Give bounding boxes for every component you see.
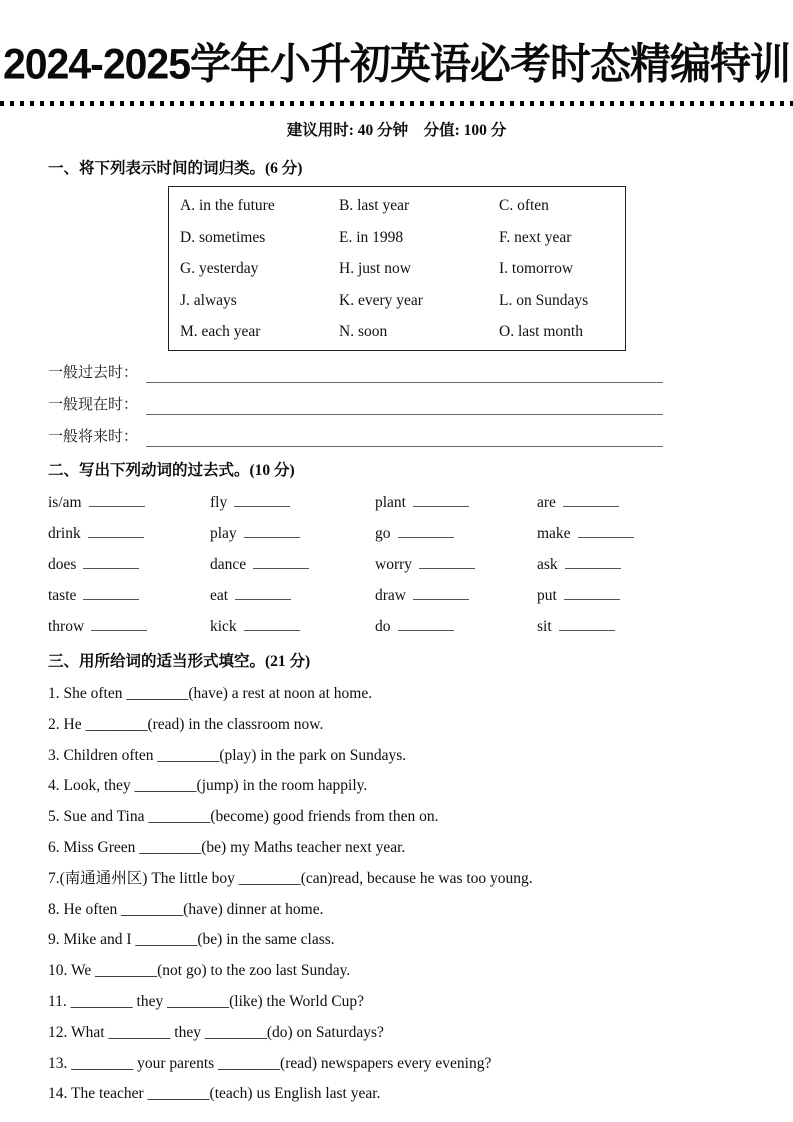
- question-item: 5. Sue and Tina ________(become) good friends from then on.: [48, 808, 439, 826]
- verb-item: [210, 586, 375, 606]
- tense-line-present: [48, 395, 663, 415]
- question-item: 7.(南通通州区) The little boy ________(can)read, because he was too young.: [48, 869, 533, 887]
- verb-blank: [253, 555, 309, 569]
- verb-item: [48, 524, 210, 544]
- verb-label: plant: [375, 494, 406, 511]
- page-title: 2024-2025学年小升初英语必考时态精编特训: [2, 40, 791, 88]
- word-bank-item: L. on Sundays: [499, 291, 589, 309]
- tense-line-past: [48, 363, 663, 383]
- verb-item: [48, 617, 210, 637]
- worksheet-content: [0, 159, 793, 1104]
- verb-label: make: [537, 525, 571, 542]
- verb-item: [210, 555, 375, 575]
- verb-blank: [398, 617, 454, 631]
- section-1-heading: 一、将下列表示时间的词归类。(6 分): [48, 160, 303, 177]
- verb-label: does: [48, 556, 77, 573]
- verb-blank: [83, 586, 139, 600]
- question-item: 10. We ________(not go) to the zoo last Sunday.: [48, 962, 351, 980]
- verb-label: is/am: [48, 494, 82, 511]
- question-item: 4. Look, they ________(jump) in the room happily.: [48, 777, 368, 795]
- verb-label: play: [210, 525, 237, 542]
- question-item: 6. Miss Green ________(be) my Maths teacher next year.: [48, 838, 406, 856]
- verb-item: [375, 617, 537, 637]
- verb-blank: [83, 555, 139, 569]
- word-bank-item: I. tomorrow: [499, 260, 574, 277]
- word-bank-item: E. in 1998: [339, 228, 404, 246]
- verb-label: worry: [375, 556, 413, 573]
- verb-blank: [564, 586, 620, 600]
- verb-blank: [563, 493, 619, 507]
- verb-item: [48, 586, 210, 606]
- verb-blank: [413, 493, 469, 507]
- answer-line: [146, 397, 663, 415]
- verb-blank: [419, 555, 475, 569]
- verb-item: [375, 493, 537, 513]
- verb-label: drink: [48, 525, 81, 542]
- verb-blank: [578, 524, 634, 538]
- verb-item: [210, 617, 375, 637]
- word-bank-item: F. next year: [499, 228, 572, 246]
- tense-label: 一般将来时：: [48, 429, 139, 445]
- verb-item: [537, 586, 758, 606]
- word-bank-item: G. yesterday: [180, 260, 259, 277]
- question-item: 11. ________ they ________(like) the World Cup?: [48, 992, 365, 1010]
- question-item: 2. He ________(read) in the classroom now.: [48, 715, 324, 733]
- word-bank-item: J. always: [180, 291, 237, 309]
- tense-label: 一般现在时：: [48, 397, 139, 413]
- question-item: 13. ________ your parents ________(read) newspapers every evening?: [48, 1054, 492, 1072]
- word-bank-item: A. in the future: [180, 197, 275, 214]
- word-bank-item: N. soon: [339, 323, 388, 340]
- verb-label: kick: [210, 618, 237, 635]
- verb-item: [537, 524, 758, 544]
- question-item: 3. Children often ________(play) in the park on Sundays.: [48, 746, 407, 764]
- question-item: 8. He often ________(have) dinner at home.: [48, 900, 324, 918]
- answer-line: [146, 365, 663, 383]
- word-bank-item: O. last month: [499, 323, 583, 340]
- verb-item: [537, 617, 758, 637]
- exam-meta: 建议用时: 40 分钟 分值: 100 分: [286, 122, 507, 139]
- verb-blank: [88, 524, 144, 538]
- word-bank-item: M. each year: [180, 323, 261, 340]
- question-item: 12. What ________ they ________(do) on Saturdays?: [48, 1023, 384, 1041]
- answer-line: [146, 429, 663, 447]
- verb-label: do: [375, 618, 391, 635]
- verb-label: fly: [210, 494, 228, 511]
- verb-item: [375, 586, 537, 606]
- verb-item: [375, 555, 537, 575]
- verb-grid: [48, 493, 758, 637]
- verb-item: [48, 493, 210, 513]
- verb-blank: [244, 617, 300, 631]
- word-bank-item: B. last year: [339, 197, 410, 214]
- verb-label: throw: [48, 618, 85, 635]
- question-item: 9. Mike and I ________(be) in the same class.: [48, 931, 335, 949]
- verb-item: [537, 555, 758, 575]
- verb-blank: [234, 493, 290, 507]
- verb-blank: [235, 586, 291, 600]
- verb-label: put: [537, 587, 557, 604]
- section-2-heading: 二、写出下列动词的过去式。(10 分): [48, 462, 295, 479]
- tense-line-future: [48, 427, 663, 447]
- verb-label: draw: [375, 587, 406, 604]
- verb-blank: [91, 617, 147, 631]
- verb-label: dance: [210, 556, 247, 573]
- verb-item: [48, 555, 210, 575]
- verb-label: go: [375, 525, 391, 542]
- verb-blank: [89, 493, 145, 507]
- verb-blank: [244, 524, 300, 538]
- verb-item: [375, 524, 537, 544]
- verb-item: [537, 493, 758, 513]
- verb-item: [210, 524, 375, 544]
- verb-blank: [398, 524, 454, 538]
- verb-blank: [559, 617, 615, 631]
- word-bank-item: C. often: [499, 197, 549, 214]
- word-bank-box: [168, 186, 626, 351]
- word-bank-item: K. every year: [339, 291, 423, 309]
- verb-label: are: [537, 494, 556, 511]
- tense-label: 一般过去时：: [48, 365, 139, 381]
- verb-blank: [413, 586, 469, 600]
- section-3-heading: 三、用所给词的适当形式填空。(21 分): [48, 653, 311, 670]
- word-bank-item: D. sometimes: [180, 228, 266, 246]
- dotted-divider: [0, 101, 793, 106]
- verb-blank: [565, 555, 621, 569]
- word-bank-item: H. just now: [339, 260, 411, 277]
- question-list: [48, 684, 758, 1104]
- verb-label: sit: [537, 618, 552, 635]
- verb-label: ask: [537, 556, 558, 573]
- verb-item: [210, 493, 375, 513]
- question-item: 1. She often ________(have) a rest at noon at home.: [48, 685, 373, 702]
- question-item: 14. The teacher ________(teach) us English last year.: [48, 1085, 381, 1103]
- verb-label: taste: [48, 587, 77, 604]
- verb-label: eat: [210, 587, 229, 604]
